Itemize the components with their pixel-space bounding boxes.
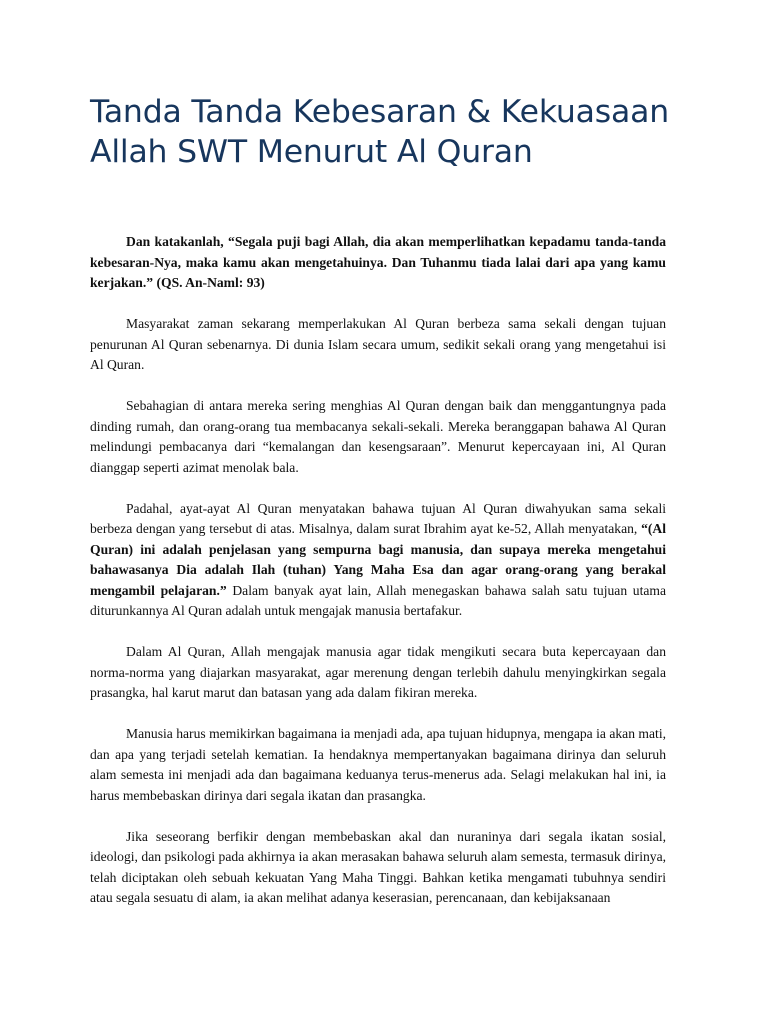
document-title: Tanda Tanda Kebesaran & Kekuasaan Allah SWT Menurut Al Quran [90, 94, 669, 170]
paragraph-6: Jika seseorang berfikir dengan membebaskan akal dan nuraninya dari segala ikatan sosial, ideologi, dan psikologi pada akhirnya ia akan merasakan bahawa seluruh alam semesta, termasuk dirinya, telah diciptakan oleh sebuah kekuatan Yang Maha Tinggi. Bahkan ketika mengamati tubuhnya sendiri atau segala sesuatu di alam, ia akan melihat adanya keserasian, perencanaan, dan kebijaksanaan [90, 828, 666, 905]
opening-quote: Dan katakanlah, “Segala puji bagi Allah, dia akan memperlihatkan kepadamu tanda-tanda kebesaran-Nya, maka kamu akan mengetahuinya. Dan Tuhanmu tiada lalai dari apa yang kamu kerjakan.” (QS. An-Naml: 93) [90, 234, 666, 290]
paragraph-3-intro: Padahal, ayat-ayat Al Quran menyatakan bahawa tujuan Al Quran diwahyukan sama sekali berbeza dengan yang tersebut di atas. Misalnya, dalam surat Ibrahim ayat ke-52, Allah menyatakan, [90, 500, 666, 536]
paragraph-3-quote: “(Al Quran) ini adalah penjelasan yang sempurna bagi manusia, dan supaya mereka mengetahui bahawasanya Dia adalah Ilah (tuhan) Yang Maha Esa dan agar orang-orang yang berakal mengambil pelajaran.” [90, 521, 666, 598]
paragraph-3-outro: Dalam banyak ayat lain, Allah menegaskan bahawa salah satu tujuan utama diturunkannya Al Quran adalah untuk mengajak manusia bertafakur. [90, 582, 666, 618]
paragraph-3 [90, 499, 666, 622]
paragraph-2: Sebahagian di antara mereka sering menghias Al Quran dengan baik dan menggantungnya pada dinding rumah, dan orang-orang tua membacanya sekali-sekali. Mereka beranggapan bahawa Al Quran melindungi pembacanya dari “kemalangan dan kesengsaraan”. Menurut kepercayaan ini, Al Quran dianggap seperti azimat menolak bala. [90, 398, 666, 475]
paragraph-5: Manusia harus memikirkan bagaimana ia menjadi ada, apa tujuan hidupnya, mengapa ia akan mati, dan apa yang terjadi setelah kematian. Ia hendaknya mempertanyakan bagaimana dirinya dan seluruh alam semesta ini menjadi ada dan bagaimana keduanya terus-menerus ada. Selagi melakukan hal ini, ia harus membebaskan dirinya dari segala ikatan dan prasangka. [90, 726, 666, 803]
paragraph-4: Dalam Al Quran, Allah mengajak manusia agar tidak mengikuti secara buta kepercayaan dan norma-norma yang diajarkan masyarakat, agar merenung dengan terlebih dahulu menyingkirkan segala prasangka, hal karut marut dan batasan yang ada dalam fikiran mereka. [90, 644, 666, 700]
paragraph-1: Masyarakat zaman sekarang memperlakukan Al Quran berbeza sama sekali dengan tujuan penurunan Al Quran sebenarnya. Di dunia Islam secara umum, sedikit sekali orang yang mengetahui isi Al Quran. [90, 316, 666, 372]
quote-paragraph [90, 232, 666, 294]
document-body [90, 232, 666, 909]
